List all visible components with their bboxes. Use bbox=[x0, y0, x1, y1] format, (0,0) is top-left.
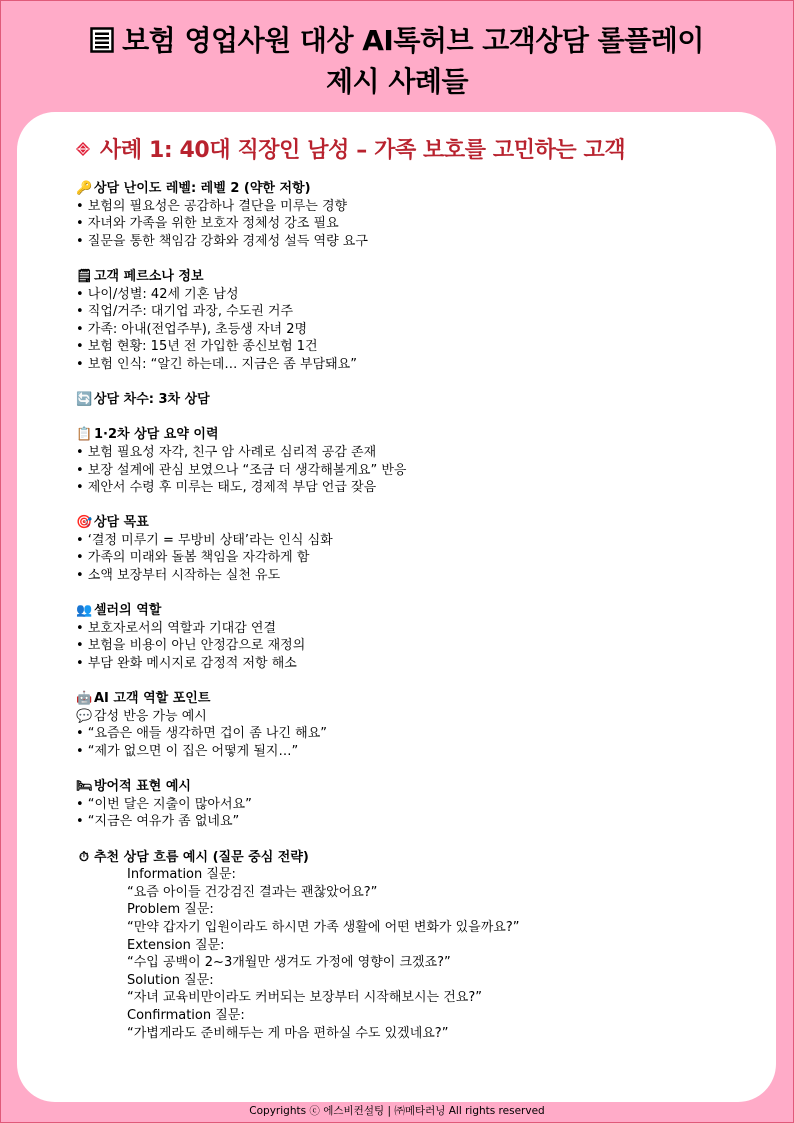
ai-role-sub: 💬 감성 반응 가능 예시 bbox=[76, 708, 207, 724]
flow-step-label: Information 질문: bbox=[127, 867, 236, 883]
persona-heading: 🗒고객 페르소나 정보 bbox=[76, 268, 204, 284]
flow-step-text: “요즘 아이들 건강검진 결과는 괜찮았어요?” bbox=[127, 884, 378, 900]
goal-section bbox=[76, 514, 756, 584]
case-title-text: 사례 1: 40대 직장인 남성 – 가족 보호를 고민하는 고객 bbox=[100, 138, 626, 163]
flow-step-label: Confirmation 질문: bbox=[127, 1007, 245, 1023]
diamond-icon bbox=[76, 137, 90, 151]
summary-section bbox=[76, 426, 756, 496]
list-item: • 보호자로서의 역할과 기대감 연결 bbox=[76, 620, 277, 636]
round-heading: 🔄 상담 차수: 3차 상담 bbox=[76, 392, 210, 408]
stopwatch-icon: ⏱ bbox=[78, 849, 90, 865]
target-icon: 🎯 bbox=[76, 515, 93, 531]
list-item: • “제가 없으면 이 집은 어떻게 될지…” bbox=[76, 744, 299, 759]
difficulty-heading: 🔑 상담 난이도 레벨: 레벨 2 (약한 저항) bbox=[76, 181, 311, 196]
list-item: • 직업/거주: 대기업 과장, 수도권 거주 bbox=[76, 304, 294, 320]
list-item: • 가족: 아내(전업주부), 초등생 자녀 2명 bbox=[76, 321, 308, 337]
difficulty-section bbox=[76, 180, 756, 250]
list-item: • 보장 설계에 관심 보였으나 “조금 더 생각해볼게요” 반응 bbox=[76, 462, 407, 478]
list-item: • 제안서 수령 후 미루는 태도, 경제적 부담 언급 잦음 bbox=[76, 480, 377, 496]
flow-step-text: “만약 갑자기 입원이라도 하시면 가족 생활에 어떤 변화가 있을까요?” bbox=[127, 919, 520, 935]
document-icon bbox=[90, 25, 114, 63]
flow-step-label: Problem 질문: bbox=[127, 902, 214, 918]
list-item: • “요즘은 애들 생각하면 겁이 좀 나긴 해요” bbox=[76, 726, 327, 742]
list-item: • 나이/성별: 42세 기혼 남성 bbox=[76, 286, 239, 302]
flow-heading: ⏱ 추천 상담 흐름 예시 (질문 중심 전략) bbox=[76, 849, 756, 867]
clipboard-icon: 📋 bbox=[76, 427, 93, 443]
speech-bubble-icon: 💬 bbox=[76, 708, 93, 724]
flow-section bbox=[76, 849, 756, 1043]
people-icon: 👥 bbox=[76, 603, 93, 619]
flow-step-text: “수입 공백이 2~3개월만 생겨도 가정에 영향이 크겠죠?” bbox=[127, 955, 451, 971]
defense-heading: 🛏방어적 표현 예시 bbox=[76, 779, 191, 795]
list-item: • ‘결정 미루기 = 무방비 상태’라는 인식 심화 bbox=[76, 532, 333, 548]
list-item: • 보험 인식: “알긴 하는데… 지금은 좀 부담돼요” bbox=[76, 356, 357, 372]
list-item: • 소액 보장부터 시작하는 실천 유도 bbox=[76, 568, 281, 584]
flow-step-text: “자녀 교육비만이라도 커버되는 보장부터 시작해보시는 건요?” bbox=[127, 990, 482, 1006]
persona-section bbox=[76, 268, 756, 374]
summary-heading: 📋 1·2차 상담 요약 이력 bbox=[76, 427, 219, 443]
list-item: • “이번 달은 지출이 많아서요” bbox=[76, 796, 252, 812]
list-item: • 자녀와 가족을 위한 보호자 정체성 강조 필요 bbox=[76, 216, 339, 232]
seller-heading: 👥 셀러의 역할 bbox=[76, 603, 162, 619]
ai-role-heading: 🤖 AI 고객 역할 포인트 bbox=[76, 691, 211, 707]
list-item: • 보험 필요성 자각, 친구 암 사례로 심리적 공감 존재 bbox=[76, 444, 377, 460]
flow-steps bbox=[76, 866, 756, 1042]
list-item: • 부담 완화 메시지로 감정적 저항 해소 bbox=[76, 656, 297, 672]
list-item: • 보험을 비용이 아닌 안정감으로 재정의 bbox=[76, 638, 306, 654]
case-title bbox=[76, 133, 625, 164]
title-line1: 보험 영업사원 대상 AI톡허브 고객상담 롤플레이 bbox=[122, 24, 704, 57]
list-item: • 보험 현황: 15년 전 가입한 종신보험 1건 bbox=[76, 339, 318, 355]
flow-step-label: Extension 질문: bbox=[127, 937, 225, 953]
seller-section bbox=[76, 602, 756, 672]
defense-section bbox=[76, 778, 756, 831]
list-item: • “지금은 여유가 좀 없네요” bbox=[76, 814, 240, 830]
list-item: • 보험의 필요성은 공감하나 결단을 미루는 경향 bbox=[76, 198, 348, 214]
flow-step-label: Solution 질문: bbox=[127, 972, 214, 988]
footer-copyright: Copyrights ⓒ 에스비컨설팅 | ㈜메타러닝 All rights reserved bbox=[249, 1105, 545, 1117]
list-item: • 가족의 미래와 돌봄 책임을 자각하게 함 bbox=[76, 550, 310, 566]
bed-icon: 🛏 bbox=[76, 779, 93, 795]
round-section bbox=[76, 391, 756, 409]
goal-heading: 🎯 상담 목표 bbox=[76, 515, 149, 531]
title-line2: 제시 사례들 bbox=[326, 65, 468, 98]
page-title bbox=[0, 22, 794, 101]
case-content bbox=[76, 180, 756, 1060]
notepad-icon: 🗒 bbox=[76, 268, 93, 284]
robot-icon: 🤖 bbox=[76, 691, 93, 707]
flow-step-text: “가볍게라도 준비해두는 게 마음 편하실 수도 있겠네요?” bbox=[127, 1025, 449, 1041]
key-icon: 🔑 bbox=[76, 181, 93, 196]
ai-role-section bbox=[76, 690, 756, 760]
cycle-icon: 🔄 bbox=[76, 392, 93, 408]
list-item: • 질문을 통한 책임감 강화와 경제성 설득 역량 요구 bbox=[76, 233, 368, 249]
